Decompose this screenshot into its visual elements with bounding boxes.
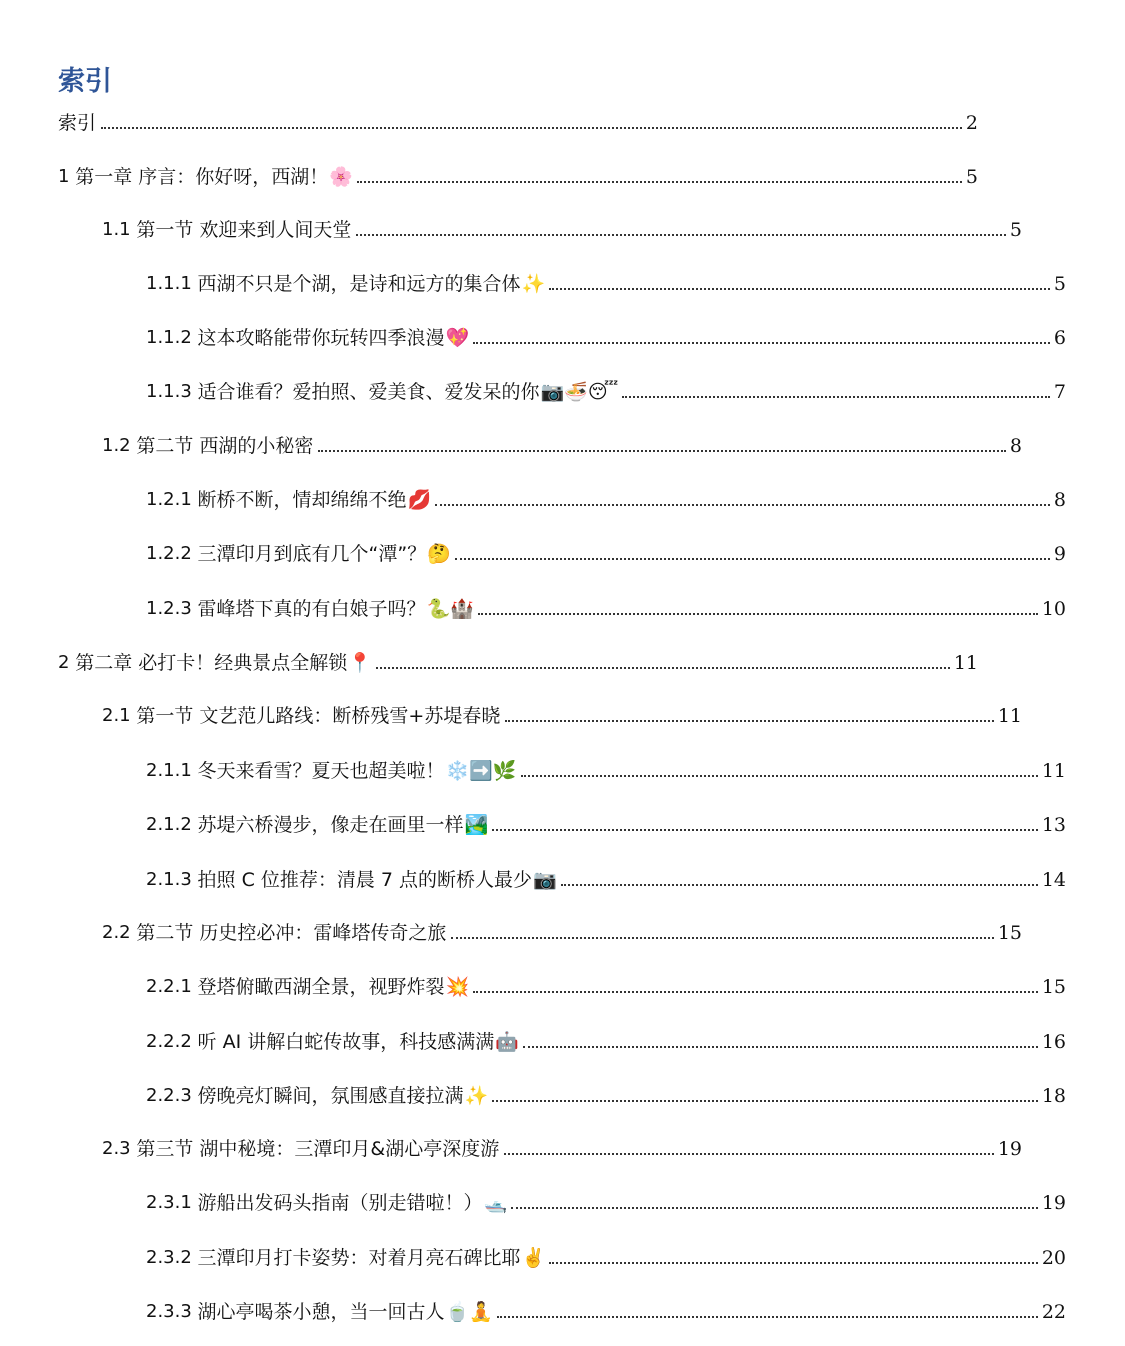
dot-leader bbox=[473, 991, 1038, 993]
toc-entry-page: 19 bbox=[997, 1138, 1022, 1160]
dot-leader bbox=[478, 613, 1038, 615]
toc-entry-title: 湖心亭喝茶小憩，当一回古人 bbox=[197, 1301, 445, 1323]
cherry-blossom-icon: 🌸 bbox=[329, 166, 353, 188]
toc-entry-page: 11 bbox=[953, 652, 978, 674]
toc-entry-title: 三潭印月打卡姿势：对着月亮石碑比耶 bbox=[197, 1247, 521, 1269]
toc-entry-title: 第二节 西湖的小秘密 bbox=[136, 435, 314, 457]
boat-icon: 🛥️ bbox=[483, 1192, 508, 1214]
dot-leader bbox=[523, 1046, 1038, 1048]
toc-entry-title: 第一节 文艺范儿路线：断桥残雪+苏堤春晓 bbox=[136, 705, 501, 727]
toc-entry-title: 拍照 C 位推荐：清晨 7 点的断桥人最少 bbox=[197, 869, 533, 891]
toc-entry-title: 第三节 湖中秘境：三潭印月&湖心亭深度游 bbox=[136, 1138, 500, 1160]
toc-entry-title: 这本攻略能带你玩转四季浪漫 bbox=[197, 327, 445, 349]
toc-entry[interactable] bbox=[0, 970, 1125, 1000]
toc-entry-number: 1.1.3 bbox=[146, 381, 198, 402]
toc-entry[interactable] bbox=[0, 213, 1081, 243]
toc-entry-title: 雷峰塔下真的有白娘子吗？ bbox=[197, 598, 426, 620]
toc-entry-title: 傍晚亮灯瞬间，氛围感直接拉满 bbox=[197, 1085, 464, 1107]
toc-entry[interactable] bbox=[0, 754, 1125, 784]
snake-castle-icons: 🐍🏰 bbox=[426, 598, 474, 620]
pin-icon: 📍 bbox=[348, 652, 372, 674]
toc-entry-page: 2 bbox=[965, 112, 978, 134]
toc-entry-number: 2.3.3 bbox=[146, 1301, 198, 1322]
toc-entry[interactable] bbox=[0, 1295, 1125, 1325]
sparkles-icon: ✨ bbox=[464, 1085, 489, 1107]
toc-entry[interactable] bbox=[0, 646, 1037, 676]
toc-entry-title: 断桥不断，情却绵绵不绝 bbox=[197, 489, 407, 511]
dot-leader bbox=[101, 127, 962, 129]
toc-entry-page: 8 bbox=[1009, 435, 1022, 457]
toc-entry[interactable] bbox=[0, 160, 1037, 190]
lips-icon: 💋 bbox=[407, 489, 432, 511]
toc-entry-page: 13 bbox=[1041, 814, 1066, 836]
dot-leader bbox=[356, 234, 1006, 236]
toc-entry[interactable] bbox=[0, 863, 1125, 893]
toc-entry[interactable] bbox=[0, 1025, 1125, 1055]
toc-entry[interactable] bbox=[0, 1186, 1125, 1216]
toc-entry-page: 11 bbox=[1041, 760, 1066, 782]
dot-leader bbox=[451, 937, 993, 939]
toc-entry-page: 5 bbox=[965, 166, 978, 188]
toc-entry-number: 1.2.2 bbox=[146, 543, 198, 564]
toc-entry-number: 1.1.1 bbox=[146, 273, 198, 294]
toc-entry-title: 西湖不只是个湖，是诗和远方的集合体 bbox=[197, 273, 521, 295]
toc-entry[interactable] bbox=[0, 592, 1125, 622]
toc-entry[interactable] bbox=[0, 808, 1125, 838]
dot-leader bbox=[561, 884, 1038, 886]
toc-entry-page: 16 bbox=[1041, 1031, 1066, 1053]
toc-entry[interactable] bbox=[0, 267, 1125, 297]
heart-icon: 💖 bbox=[445, 327, 470, 349]
toc-entry-number: 2.2.3 bbox=[146, 1085, 198, 1106]
toc-entry-page: 20 bbox=[1041, 1247, 1066, 1269]
toc-entry[interactable] bbox=[0, 106, 1037, 136]
toc-entry-title: 苏堤六桥漫步，像走在画里一样 bbox=[197, 814, 464, 836]
toc-entry-page: 15 bbox=[997, 922, 1022, 944]
toc-entry-page: 5 bbox=[1009, 219, 1022, 241]
victory-hand-icon: ✌️ bbox=[521, 1247, 546, 1269]
sparkles-icon: ✨ bbox=[521, 273, 546, 295]
toc-entry-title: 游船出发码头指南（别走错啦！） bbox=[197, 1192, 483, 1214]
toc-entry-page: 14 bbox=[1041, 869, 1066, 891]
dot-leader bbox=[492, 1100, 1038, 1102]
toc-entry-title: 三潭印月到底有几个“潭”？ bbox=[197, 543, 427, 565]
toc-entry-number: 2.2.2 bbox=[146, 1031, 198, 1052]
toc-entry-page: 18 bbox=[1041, 1085, 1066, 1107]
toc-entry-title: 第一节 欢迎来到人间天堂 bbox=[136, 219, 352, 241]
toc-entry[interactable] bbox=[0, 1241, 1125, 1271]
toc-entry-page: 9 bbox=[1053, 543, 1066, 565]
toc-entry-number: 1.1 bbox=[102, 219, 137, 240]
toc-entry-number: 1.2.3 bbox=[146, 598, 198, 619]
page-title: 索引 bbox=[58, 66, 112, 97]
toc-entry[interactable] bbox=[0, 1079, 1125, 1109]
toc-entry[interactable] bbox=[0, 537, 1125, 567]
dot-leader bbox=[549, 288, 1050, 290]
toc-entry-page: 6 bbox=[1053, 327, 1066, 349]
dot-leader bbox=[473, 342, 1050, 344]
dot-leader bbox=[504, 1153, 994, 1155]
dot-leader bbox=[505, 720, 993, 722]
camera-icon: 📷 bbox=[533, 869, 557, 891]
toc-entry[interactable] bbox=[0, 1132, 1081, 1162]
toc-entry-number: 2.1.2 bbox=[146, 814, 198, 835]
tea-meditation-icons: 🍵🧘 bbox=[445, 1301, 493, 1323]
toc-entry-page: 15 bbox=[1041, 976, 1066, 998]
dot-leader bbox=[376, 667, 950, 669]
toc-entry-number: 2.2.1 bbox=[146, 976, 198, 997]
toc-entry-number: 1.2 bbox=[102, 435, 137, 456]
toc-entry[interactable] bbox=[0, 483, 1125, 513]
thinking-face-icon: 🤔 bbox=[427, 543, 451, 565]
toc-entry-title: 听 AI 讲解白蛇传故事，科技感满满 bbox=[197, 1031, 495, 1053]
camera-noodle-sleep-icons: 📷🍜😴 bbox=[540, 381, 619, 403]
dot-leader bbox=[622, 396, 1050, 398]
toc-entry-number: 1 bbox=[58, 166, 76, 187]
toc-entry-title: 冬天来看雪？夏天也超美啦！ bbox=[197, 760, 445, 782]
toc-entry-page: 5 bbox=[1053, 273, 1066, 295]
toc-entry-title: 第一章 序言：你好呀，西湖！ bbox=[75, 166, 329, 188]
toc-entry[interactable] bbox=[0, 916, 1081, 946]
toc-entry-page: 8 bbox=[1053, 489, 1066, 511]
dot-leader bbox=[492, 829, 1038, 831]
toc-entry-number: 2.1.3 bbox=[146, 869, 198, 890]
toc-entry-number: 2.3.2 bbox=[146, 1247, 198, 1268]
snowflake-arrow-leaf-icons: ❄️➡️🌿 bbox=[445, 760, 517, 782]
toc-entry-number: 2.3.1 bbox=[146, 1192, 198, 1213]
toc-entry-title: 索引 bbox=[58, 112, 97, 134]
dot-leader bbox=[497, 1316, 1038, 1318]
toc-entry-number: 1.1.2 bbox=[146, 327, 198, 348]
toc-entry-title: 第二章 必打卡！经典景点全解锁 bbox=[75, 652, 348, 674]
landscape-icon: 🏞️ bbox=[464, 814, 489, 836]
dot-leader bbox=[511, 1207, 1038, 1209]
toc-entry-number: 2 bbox=[58, 652, 76, 673]
toc-entry[interactable] bbox=[0, 429, 1081, 459]
dot-leader bbox=[435, 504, 1050, 506]
dot-leader bbox=[357, 181, 962, 183]
toc-entry-number: 2.3 bbox=[102, 1138, 137, 1159]
dot-leader bbox=[521, 775, 1038, 777]
toc-entry[interactable] bbox=[0, 699, 1081, 729]
toc-entry[interactable] bbox=[0, 375, 1125, 405]
toc-entry-title: 第二节 历史控必冲：雷峰塔传奇之旅 bbox=[136, 922, 447, 944]
toc-entry-number: 2.1 bbox=[102, 705, 137, 726]
toc-entry-page: 7 bbox=[1053, 381, 1066, 403]
toc-entry-page: 11 bbox=[997, 705, 1022, 727]
toc-entry-page: 10 bbox=[1041, 598, 1066, 620]
toc-entry-number: 2.2 bbox=[102, 922, 137, 943]
explosion-icon: 💥 bbox=[445, 976, 470, 998]
robot-icon: 🤖 bbox=[495, 1031, 519, 1053]
toc-entry[interactable] bbox=[0, 321, 1125, 351]
toc-entry-page: 19 bbox=[1041, 1192, 1066, 1214]
dot-leader bbox=[318, 450, 1006, 452]
toc-entry-number: 2.1.1 bbox=[146, 760, 198, 781]
toc-entry-title: 登塔俯瞰西湖全景，视野炸裂 bbox=[197, 976, 445, 998]
dot-leader bbox=[455, 558, 1050, 560]
toc-entry-number: 1.2.1 bbox=[146, 489, 198, 510]
dot-leader bbox=[549, 1262, 1038, 1264]
toc-entry-title: 适合谁看？爱拍照、爱美食、爱发呆的你 bbox=[197, 381, 540, 403]
toc-entry-page: 22 bbox=[1041, 1301, 1066, 1323]
